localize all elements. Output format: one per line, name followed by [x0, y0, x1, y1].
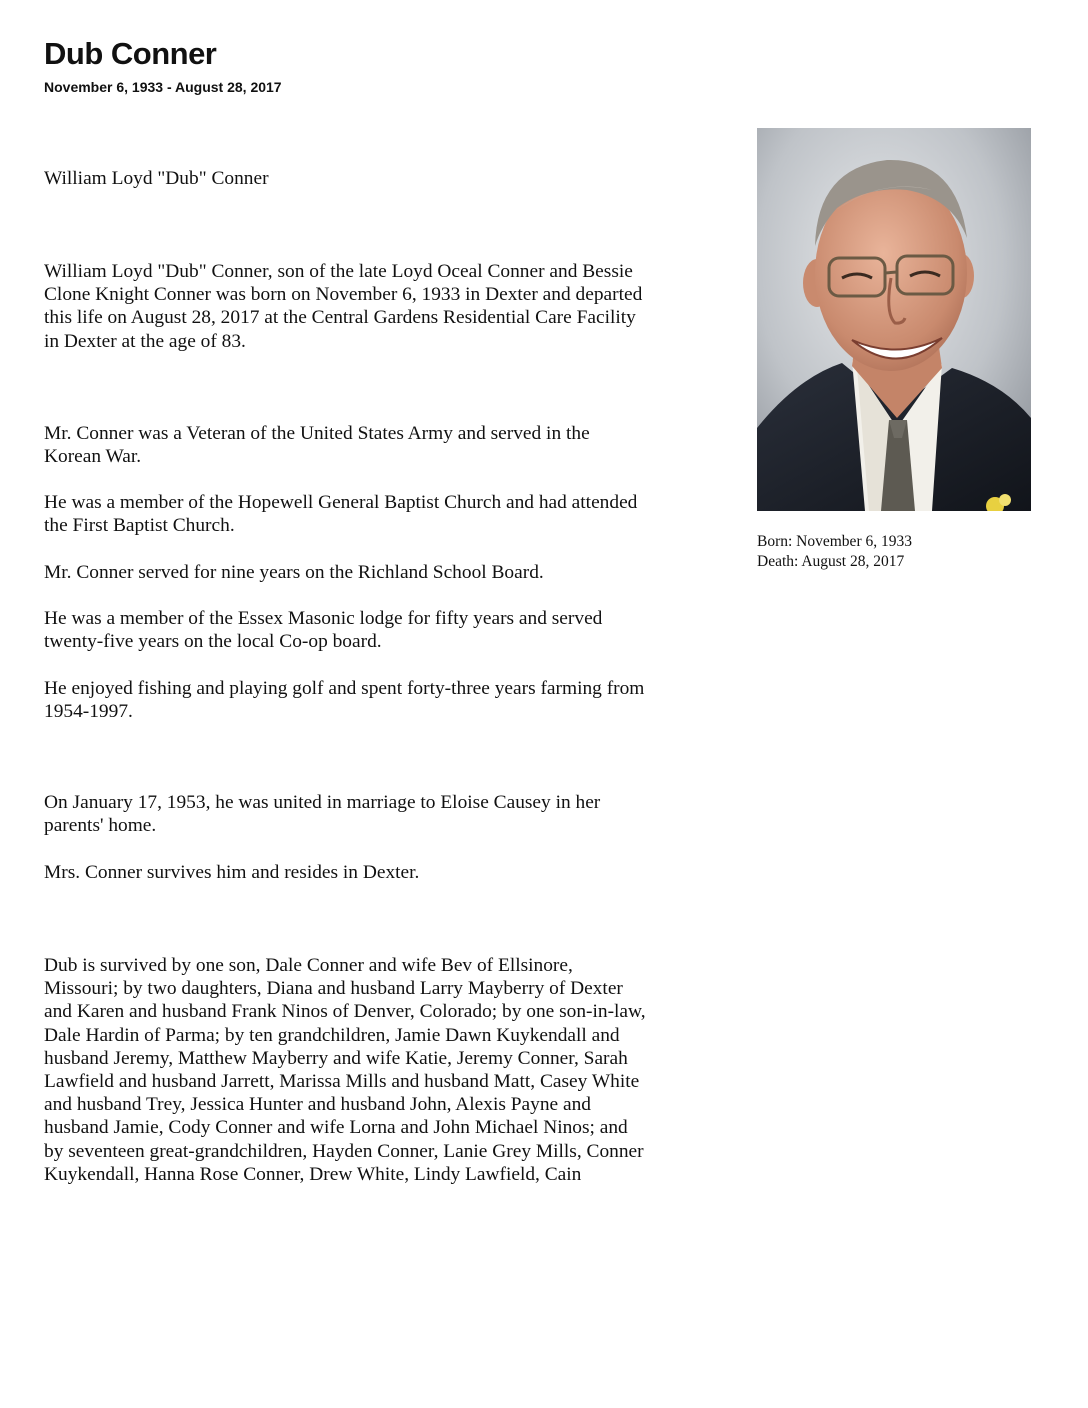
- full-name: William Loyd "Dub" Conner: [44, 168, 269, 189]
- text-line: Kuykendall, Hanna Rose Conner, Drew White, Lindy Lawfield, Cain: [44, 1163, 582, 1185]
- text-line: by seventeen great-grandchildren, Hayden Conner, Lanie Grey Mills, Conner: [44, 1140, 644, 1162]
- text-line: William Loyd "Dub" Conner, son of the late Loyd Oceal Conner and Bessie: [44, 261, 633, 282]
- date-range: November 6, 1933 - August 28, 2017: [44, 79, 282, 95]
- text-line: the First Baptist Church.: [44, 515, 235, 537]
- paragraph-birth: [44, 260, 716, 353]
- text-line: Lawfield and husband Jarrett, Marissa Mills and husband Matt, Casey White: [44, 1071, 640, 1093]
- paragraph-military: [44, 422, 716, 468]
- text-line: Dale Hardin of Parma; by ten grandchildren, Jamie Dawn Kuykendall and: [44, 1024, 620, 1046]
- text-line: He was a member of the Hopewell General Baptist Church and had attended: [44, 492, 638, 513]
- text-line: Mr. Conner served for nine years on the Richland School Board.: [44, 562, 544, 583]
- text-line: this life on August 28, 2017 at the Central Gardens Residential Care Facility: [44, 307, 636, 329]
- paragraph-marriage: [44, 791, 716, 837]
- text-line: Mr. Conner was a Veteran of the United States Army and served in the: [44, 423, 590, 444]
- text-line: Dub is survived by one son, Dale Conner and wife Bev of Ellsinore,: [44, 955, 573, 976]
- text-line: Korean War.: [44, 446, 142, 468]
- text-line: He enjoyed fishing and playing golf and spent forty-three years farming from: [44, 678, 645, 699]
- text-line: and husband Trey, Jessica Hunter and husband John, Alexis Payne and: [44, 1094, 591, 1116]
- text-line: husband Jamie, Cody Conner and wife Lorna and John Michael Ninos; and: [44, 1117, 628, 1139]
- paragraph-hobbies: [44, 677, 716, 723]
- text-line: He was a member of the Essex Masonic lodge for fifty years and served: [44, 608, 603, 629]
- paragraph-survivors: [44, 954, 716, 1186]
- born-date: Born: November 6, 1933: [757, 533, 912, 550]
- paragraph-school-board: [44, 561, 716, 584]
- text-line: Mrs. Conner survives him and resides in Dexter.: [44, 862, 420, 883]
- paragraph-church: [44, 491, 716, 537]
- text-line: and Karen and husband Frank Ninos of Denver, Colorado; by one son-in-law,: [44, 1001, 646, 1023]
- text-line: Missouri; by two daughters, Diana and husband Larry Mayberry of Dexter: [44, 978, 623, 1000]
- text-line: twenty-five years on the local Co-op board.: [44, 631, 382, 653]
- photo-caption: [757, 532, 912, 571]
- text-line: in Dexter at the age of 83.: [44, 330, 246, 352]
- death-date: Death: August 28, 2017: [757, 552, 905, 570]
- portrait-photo: [757, 128, 1031, 511]
- text-line: parents' home.: [44, 815, 157, 837]
- page-title: Dub Conner: [44, 36, 217, 71]
- text-line: husband Jeremy, Matthew Mayberry and wife Katie, Jeremy Conner, Sarah: [44, 1047, 628, 1069]
- text-line: Clone Knight Conner was born on November 6, 1933 in Dexter and departed: [44, 284, 643, 306]
- text-line: 1954-1997.: [44, 701, 133, 723]
- paragraph-masonic: [44, 607, 716, 653]
- paragraph-spouse: [44, 861, 716, 884]
- text-line: On January 17, 1953, he was united in marriage to Eloise Causey in her: [44, 792, 601, 813]
